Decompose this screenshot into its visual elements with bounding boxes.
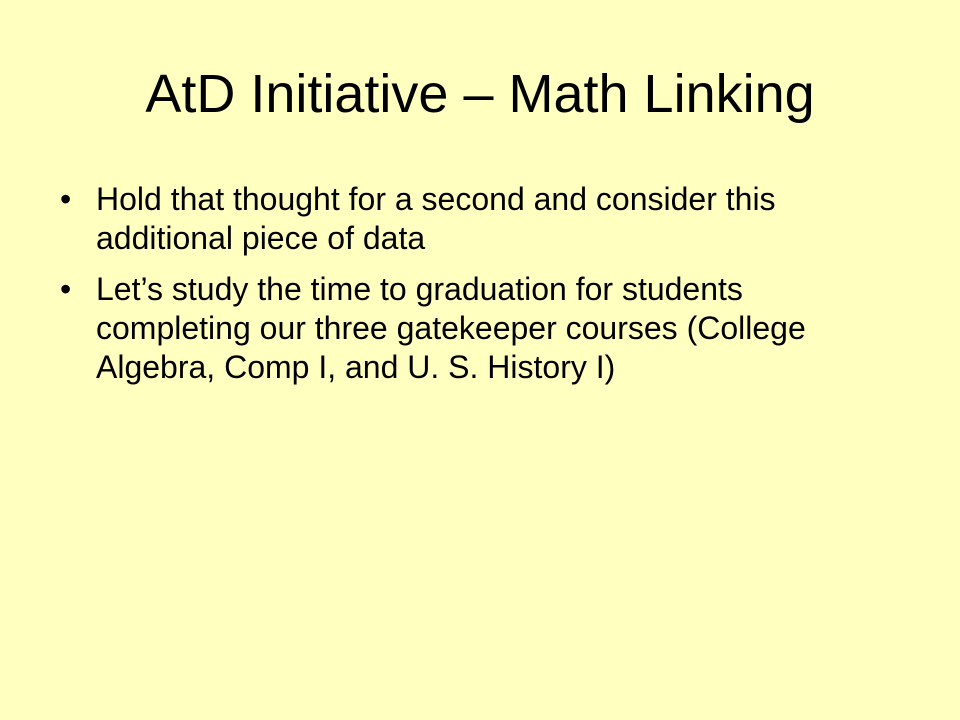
- slide-title: AtD Initiative – Math Linking: [145, 64, 815, 124]
- bullet-item: [60, 270, 900, 387]
- bullet-list: [60, 180, 900, 399]
- bullet-marker: •: [60, 271, 72, 307]
- bullet-marker: •: [60, 181, 72, 217]
- bullet-text: Hold that thought for a second and consider this additional piece of data: [96, 181, 776, 256]
- bullet-text: Let’s study the time to graduation for students completing our three gatekeeper courses (College Algebra, Comp I, and U. S. History I): [96, 271, 806, 385]
- bullet-item: [60, 180, 900, 258]
